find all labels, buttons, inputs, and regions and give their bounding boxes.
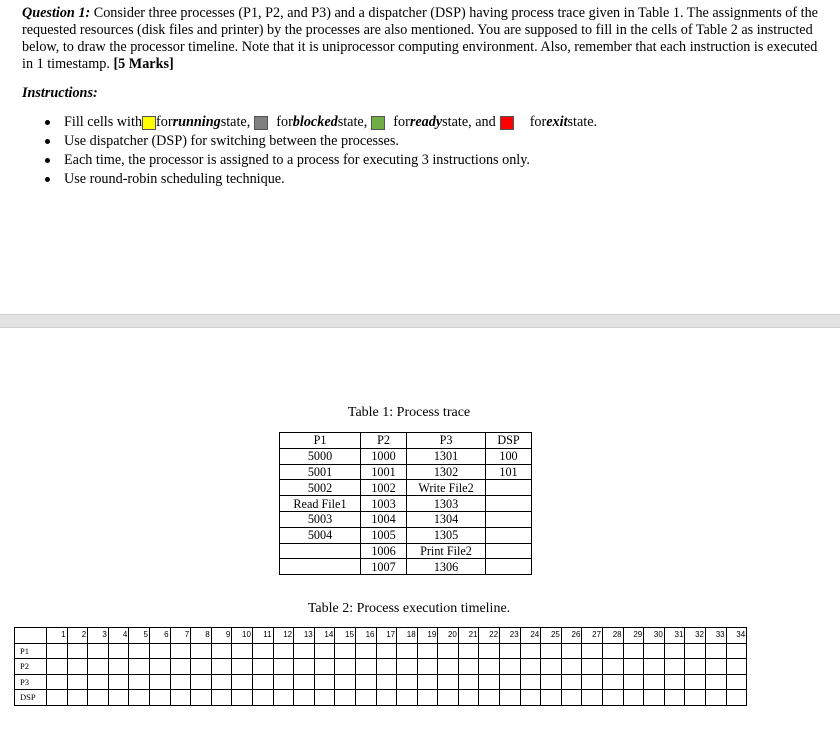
timeline-cell[interactable] xyxy=(47,674,68,690)
page-separator xyxy=(0,314,840,328)
timeline-cell[interactable] xyxy=(191,690,212,706)
timeline-cell[interactable] xyxy=(129,690,150,706)
table-cell: 1003 xyxy=(361,496,407,512)
timeline-cell[interactable] xyxy=(685,690,706,706)
table-cell: Print File2 xyxy=(407,543,486,559)
timeline-cell[interactable] xyxy=(500,659,521,675)
legend-exit-word: exit xyxy=(546,114,568,130)
timeline-cell[interactable] xyxy=(458,674,479,690)
table-cell: 5004 xyxy=(280,527,361,543)
timeline-cell[interactable] xyxy=(88,659,109,675)
legend-for-ready: for xyxy=(393,114,410,130)
timeline-cell[interactable] xyxy=(273,690,294,706)
timeline-cell[interactable] xyxy=(726,659,747,675)
timestamp-header: 13 xyxy=(294,628,315,644)
table-cell xyxy=(280,559,361,575)
legend-running-word: running xyxy=(172,114,221,130)
timeline-cell[interactable] xyxy=(417,659,438,675)
timeline-cell[interactable] xyxy=(211,659,232,675)
timestamp-header: 16 xyxy=(355,628,376,644)
timeline-cell[interactable] xyxy=(623,674,644,690)
timestamp-header: 7 xyxy=(170,628,191,644)
timeline-cell[interactable] xyxy=(500,674,521,690)
timeline-cell[interactable] xyxy=(644,674,665,690)
list-item: Each time, the processor is assigned to a process for executing 3 instructions only. xyxy=(42,151,597,170)
timeline-row-label: DSP xyxy=(15,690,47,706)
table-cell xyxy=(486,496,532,512)
timeline-cell[interactable] xyxy=(561,690,582,706)
timeline-cell[interactable] xyxy=(129,674,150,690)
timeline-cell[interactable] xyxy=(397,659,418,675)
legend-blocked-suffix: state, xyxy=(337,114,368,130)
timeline-cell[interactable] xyxy=(623,659,644,675)
timeline-header-row xyxy=(15,628,747,644)
legend-exit-suffix: state. xyxy=(567,114,598,130)
table-cell xyxy=(486,511,532,527)
timestamp-header: 17 xyxy=(376,628,397,644)
timeline-cell[interactable] xyxy=(644,690,665,706)
timeline-cell[interactable] xyxy=(67,690,88,706)
timeline-cell[interactable] xyxy=(685,643,706,659)
list-item xyxy=(42,113,597,132)
timestamp-header: 1 xyxy=(47,628,68,644)
table-row xyxy=(280,448,532,464)
timeline-cell[interactable] xyxy=(520,674,541,690)
timeline-cell[interactable] xyxy=(561,643,582,659)
timeline-cell[interactable] xyxy=(211,643,232,659)
table-cell: 1005 xyxy=(361,527,407,543)
timeline-cell[interactable] xyxy=(376,674,397,690)
question-marks: [5 Marks] xyxy=(113,56,174,72)
timeline-cell[interactable] xyxy=(47,659,68,675)
timeline-cell[interactable] xyxy=(47,643,68,659)
table-cell: 1007 xyxy=(361,559,407,575)
timeline-cell[interactable] xyxy=(355,643,376,659)
timeline-cell[interactable] xyxy=(232,659,253,675)
timeline-cell[interactable] xyxy=(417,674,438,690)
timestamp-header: 22 xyxy=(479,628,500,644)
timeline-cell[interactable] xyxy=(685,674,706,690)
timeline-cell[interactable] xyxy=(438,690,459,706)
timeline-cell[interactable] xyxy=(706,643,727,659)
timeline-cell[interactable] xyxy=(355,659,376,675)
timeline-cell[interactable] xyxy=(458,690,479,706)
timeline-row-label: P2 xyxy=(15,659,47,675)
timeline-cell[interactable] xyxy=(664,674,685,690)
timestamp-header: 21 xyxy=(458,628,479,644)
timestamp-header: 25 xyxy=(541,628,562,644)
table-cell xyxy=(486,559,532,575)
timestamp-header: 4 xyxy=(108,628,129,644)
header-p2: P2 xyxy=(361,433,407,449)
timeline-cell[interactable] xyxy=(149,674,170,690)
table-row xyxy=(280,480,532,496)
table-row xyxy=(280,559,532,575)
table-cell: 1002 xyxy=(361,480,407,496)
timeline-cell[interactable] xyxy=(561,674,582,690)
table-cell xyxy=(486,480,532,496)
timeline-cell[interactable] xyxy=(232,674,253,690)
timestamp-header: 6 xyxy=(149,628,170,644)
list-item: Use dispatcher (DSP) for switching between the processes. xyxy=(42,132,597,151)
timeline-row xyxy=(15,690,747,706)
timeline-cell[interactable] xyxy=(706,659,727,675)
timeline-cell[interactable] xyxy=(355,690,376,706)
timeline-cell[interactable] xyxy=(129,643,150,659)
timeline-cell[interactable] xyxy=(726,690,747,706)
legend-prefix: Fill cells with xyxy=(64,114,143,130)
timeline-cell[interactable] xyxy=(623,643,644,659)
timeline-cell[interactable] xyxy=(211,674,232,690)
timeline-cell[interactable] xyxy=(191,659,212,675)
timeline-cell[interactable] xyxy=(520,643,541,659)
timeline-cell[interactable] xyxy=(108,674,129,690)
timeline-cell[interactable] xyxy=(438,643,459,659)
timeline-cell[interactable] xyxy=(706,690,727,706)
question-body: Consider three processes (P1, P2, and P3) and a dispatcher (DSP) having process trace given in Table 1. The assignments of the requested resources (disk files and printer) by the processes are also mentioned. You are supposed to fill in the cells of Table 2 as instructed below, to draw the processor timeline. Note that it is uniprocessor computing environment. Also, remember that each instruction is executed in 1 timestamp. xyxy=(22,5,818,72)
timeline-cell[interactable] xyxy=(520,659,541,675)
timeline-cell[interactable] xyxy=(273,659,294,675)
timeline-corner xyxy=(15,628,47,644)
timeline-cell[interactable] xyxy=(541,659,562,675)
ready-swatch xyxy=(371,116,385,130)
legend-blocked-word: blocked xyxy=(292,114,338,130)
table-cell: 5001 xyxy=(280,464,361,480)
legend-row xyxy=(64,113,597,132)
timeline-cell[interactable] xyxy=(582,674,603,690)
timeline-cell[interactable] xyxy=(294,674,315,690)
timeline-row-label: P3 xyxy=(15,674,47,690)
question-text xyxy=(22,5,822,73)
timeline-cell[interactable] xyxy=(603,643,624,659)
blocked-swatch xyxy=(254,116,268,130)
table-cell: 5003 xyxy=(280,511,361,527)
timeline-cell[interactable] xyxy=(149,690,170,706)
table-cell: 1001 xyxy=(361,464,407,480)
timeline-cell[interactable] xyxy=(170,659,191,675)
timeline-cell[interactable] xyxy=(500,690,521,706)
timeline-row-label: P1 xyxy=(15,643,47,659)
table-cell: 1303 xyxy=(407,496,486,512)
timeline-cell[interactable] xyxy=(314,659,335,675)
timestamp-header: 15 xyxy=(335,628,356,644)
timeline-cell[interactable] xyxy=(149,643,170,659)
table-row xyxy=(280,543,532,559)
timeline-cell[interactable] xyxy=(294,690,315,706)
timestamp-header: 34 xyxy=(726,628,747,644)
timeline-cell[interactable] xyxy=(88,690,109,706)
timeline-cell[interactable] xyxy=(88,643,109,659)
timestamp-header: 33 xyxy=(706,628,727,644)
timeline-cell[interactable] xyxy=(314,674,335,690)
timeline-cell[interactable] xyxy=(335,643,356,659)
timeline-cell[interactable] xyxy=(47,690,68,706)
table-cell xyxy=(486,527,532,543)
timeline-cell[interactable] xyxy=(541,674,562,690)
timeline-cell[interactable] xyxy=(170,690,191,706)
timeline-cell[interactable] xyxy=(67,643,88,659)
timeline-cell[interactable] xyxy=(170,674,191,690)
timeline-cell[interactable] xyxy=(232,643,253,659)
timeline-cell[interactable] xyxy=(685,659,706,675)
timestamp-header: 23 xyxy=(500,628,521,644)
header-p1: P1 xyxy=(280,433,361,449)
timestamp-header: 31 xyxy=(664,628,685,644)
timestamp-header: 10 xyxy=(232,628,253,644)
timeline-cell[interactable] xyxy=(273,643,294,659)
table-cell: 5000 xyxy=(280,448,361,464)
timeline-cell[interactable] xyxy=(603,690,624,706)
timeline-cell[interactable] xyxy=(149,659,170,675)
timeline-cell[interactable] xyxy=(232,690,253,706)
timeline-cell[interactable] xyxy=(417,643,438,659)
question-label: Question 1: xyxy=(22,5,91,21)
timeline-cell[interactable] xyxy=(561,659,582,675)
process-trace-table xyxy=(279,432,532,575)
timeline-cell[interactable] xyxy=(252,674,273,690)
timeline-cell[interactable] xyxy=(664,659,685,675)
timeline-cell[interactable] xyxy=(500,643,521,659)
header-p3: P3 xyxy=(407,433,486,449)
timeline-cell[interactable] xyxy=(294,659,315,675)
timeline-cell[interactable] xyxy=(191,674,212,690)
timeline-cell[interactable] xyxy=(108,690,129,706)
timestamp-header: 20 xyxy=(438,628,459,644)
timeline-cell[interactable] xyxy=(335,690,356,706)
table-cell: 1304 xyxy=(407,511,486,527)
timeline-cell[interactable] xyxy=(273,674,294,690)
timeline-cell[interactable] xyxy=(335,659,356,675)
timeline-cell[interactable] xyxy=(458,659,479,675)
timeline-cell[interactable] xyxy=(417,690,438,706)
legend-ready-suffix: state, and xyxy=(442,114,496,130)
table-cell: 1306 xyxy=(407,559,486,575)
timestamp-header: 14 xyxy=(314,628,335,644)
timestamp-header: 19 xyxy=(417,628,438,644)
timeline-cell[interactable] xyxy=(458,643,479,659)
timestamp-header: 28 xyxy=(603,628,624,644)
table-header-row xyxy=(280,433,532,449)
timeline-row xyxy=(15,643,747,659)
timeline-cell[interactable] xyxy=(582,643,603,659)
timeline-cell[interactable] xyxy=(397,643,418,659)
timeline-cell[interactable] xyxy=(541,643,562,659)
timeline-cell[interactable] xyxy=(479,659,500,675)
table-row xyxy=(280,511,532,527)
table-cell: 1004 xyxy=(361,511,407,527)
timeline-cell[interactable] xyxy=(397,674,418,690)
timestamp-header: 8 xyxy=(191,628,212,644)
timeline-cell[interactable] xyxy=(541,690,562,706)
timestamp-header: 2 xyxy=(67,628,88,644)
table-cell xyxy=(486,543,532,559)
timestamp-header: 12 xyxy=(273,628,294,644)
timeline-cell[interactable] xyxy=(603,674,624,690)
timeline-cell[interactable] xyxy=(664,690,685,706)
timeline-row xyxy=(15,659,747,675)
timeline-cell[interactable] xyxy=(88,674,109,690)
header-dsp: DSP xyxy=(486,433,532,449)
timeline-cell[interactable] xyxy=(314,643,335,659)
timeline-cell[interactable] xyxy=(108,659,129,675)
timeline-cell[interactable] xyxy=(129,659,150,675)
legend-running-suffix: state, xyxy=(220,114,251,130)
timestamp-header: 18 xyxy=(397,628,418,644)
timeline-cell[interactable] xyxy=(355,674,376,690)
timeline-cell[interactable] xyxy=(294,643,315,659)
timestamp-header: 30 xyxy=(644,628,665,644)
table-row xyxy=(280,527,532,543)
timeline-cell[interactable] xyxy=(582,690,603,706)
table-cell: 1000 xyxy=(361,448,407,464)
timeline-cell[interactable] xyxy=(397,690,418,706)
timeline-cell[interactable] xyxy=(335,674,356,690)
timeline-cell[interactable] xyxy=(479,674,500,690)
timeline-cell[interactable] xyxy=(67,659,88,675)
table-cell: 1302 xyxy=(407,464,486,480)
table-cell: 1301 xyxy=(407,448,486,464)
instructions-heading: Instructions: xyxy=(22,85,98,101)
timeline-cell[interactable] xyxy=(376,659,397,675)
table-cell: 101 xyxy=(486,464,532,480)
timeline-cell[interactable] xyxy=(67,674,88,690)
table-cell: 5002 xyxy=(280,480,361,496)
running-swatch xyxy=(142,116,156,130)
timeline-cell[interactable] xyxy=(520,690,541,706)
timestamp-header: 29 xyxy=(623,628,644,644)
table-cell: Write File2 xyxy=(407,480,486,496)
timeline-cell[interactable] xyxy=(191,643,212,659)
legend-ready-word: ready xyxy=(409,114,443,130)
timeline-cell[interactable] xyxy=(582,659,603,675)
timeline-row xyxy=(15,674,747,690)
timeline-cell[interactable] xyxy=(252,659,273,675)
timeline-cell[interactable] xyxy=(438,674,459,690)
table-cell: 1006 xyxy=(361,543,407,559)
timeline-cell[interactable] xyxy=(706,674,727,690)
timeline-cell[interactable] xyxy=(644,643,665,659)
timestamp-header: 9 xyxy=(211,628,232,644)
table-row xyxy=(280,464,532,480)
timestamp-header: 11 xyxy=(252,628,273,644)
timeline-cell[interactable] xyxy=(726,674,747,690)
timeline-cell[interactable] xyxy=(314,690,335,706)
table-row xyxy=(280,496,532,512)
list-item: Use round-robin scheduling technique. xyxy=(42,170,597,189)
timestamp-header: 3 xyxy=(88,628,109,644)
table-cell xyxy=(280,543,361,559)
execution-timeline-table xyxy=(14,627,747,706)
instructions-list xyxy=(42,113,597,189)
table-cell: 1305 xyxy=(407,527,486,543)
timeline-cell[interactable] xyxy=(603,659,624,675)
table-cell: 100 xyxy=(486,448,532,464)
table1-caption: Table 1: Process trace xyxy=(347,405,471,420)
timeline-cell[interactable] xyxy=(211,690,232,706)
timeline-cell[interactable] xyxy=(108,643,129,659)
timeline-cell[interactable] xyxy=(170,643,191,659)
timeline-cell[interactable] xyxy=(623,690,644,706)
legend-for-blocked: for xyxy=(276,114,293,130)
timeline-cell[interactable] xyxy=(252,690,273,706)
timeline-cell[interactable] xyxy=(479,643,500,659)
timeline-cell[interactable] xyxy=(252,643,273,659)
timestamp-header: 5 xyxy=(129,628,150,644)
timeline-cell[interactable] xyxy=(376,643,397,659)
legend-for-running: for xyxy=(156,114,173,130)
timeline-cell[interactable] xyxy=(376,690,397,706)
legend-for-exit: for xyxy=(529,114,547,130)
timeline-cell[interactable] xyxy=(479,690,500,706)
timestamp-header: 27 xyxy=(582,628,603,644)
timestamp-header: 26 xyxy=(561,628,582,644)
timeline-cell[interactable] xyxy=(664,643,685,659)
timestamp-header: 24 xyxy=(520,628,541,644)
timeline-cell[interactable] xyxy=(726,643,747,659)
timeline-cell[interactable] xyxy=(438,659,459,675)
exit-swatch xyxy=(500,116,514,130)
timeline-cell[interactable] xyxy=(644,659,665,675)
timestamp-header: 32 xyxy=(685,628,706,644)
table2-caption: Table 2: Process execution timeline. xyxy=(307,601,511,616)
table-cell: Read File1 xyxy=(280,496,361,512)
